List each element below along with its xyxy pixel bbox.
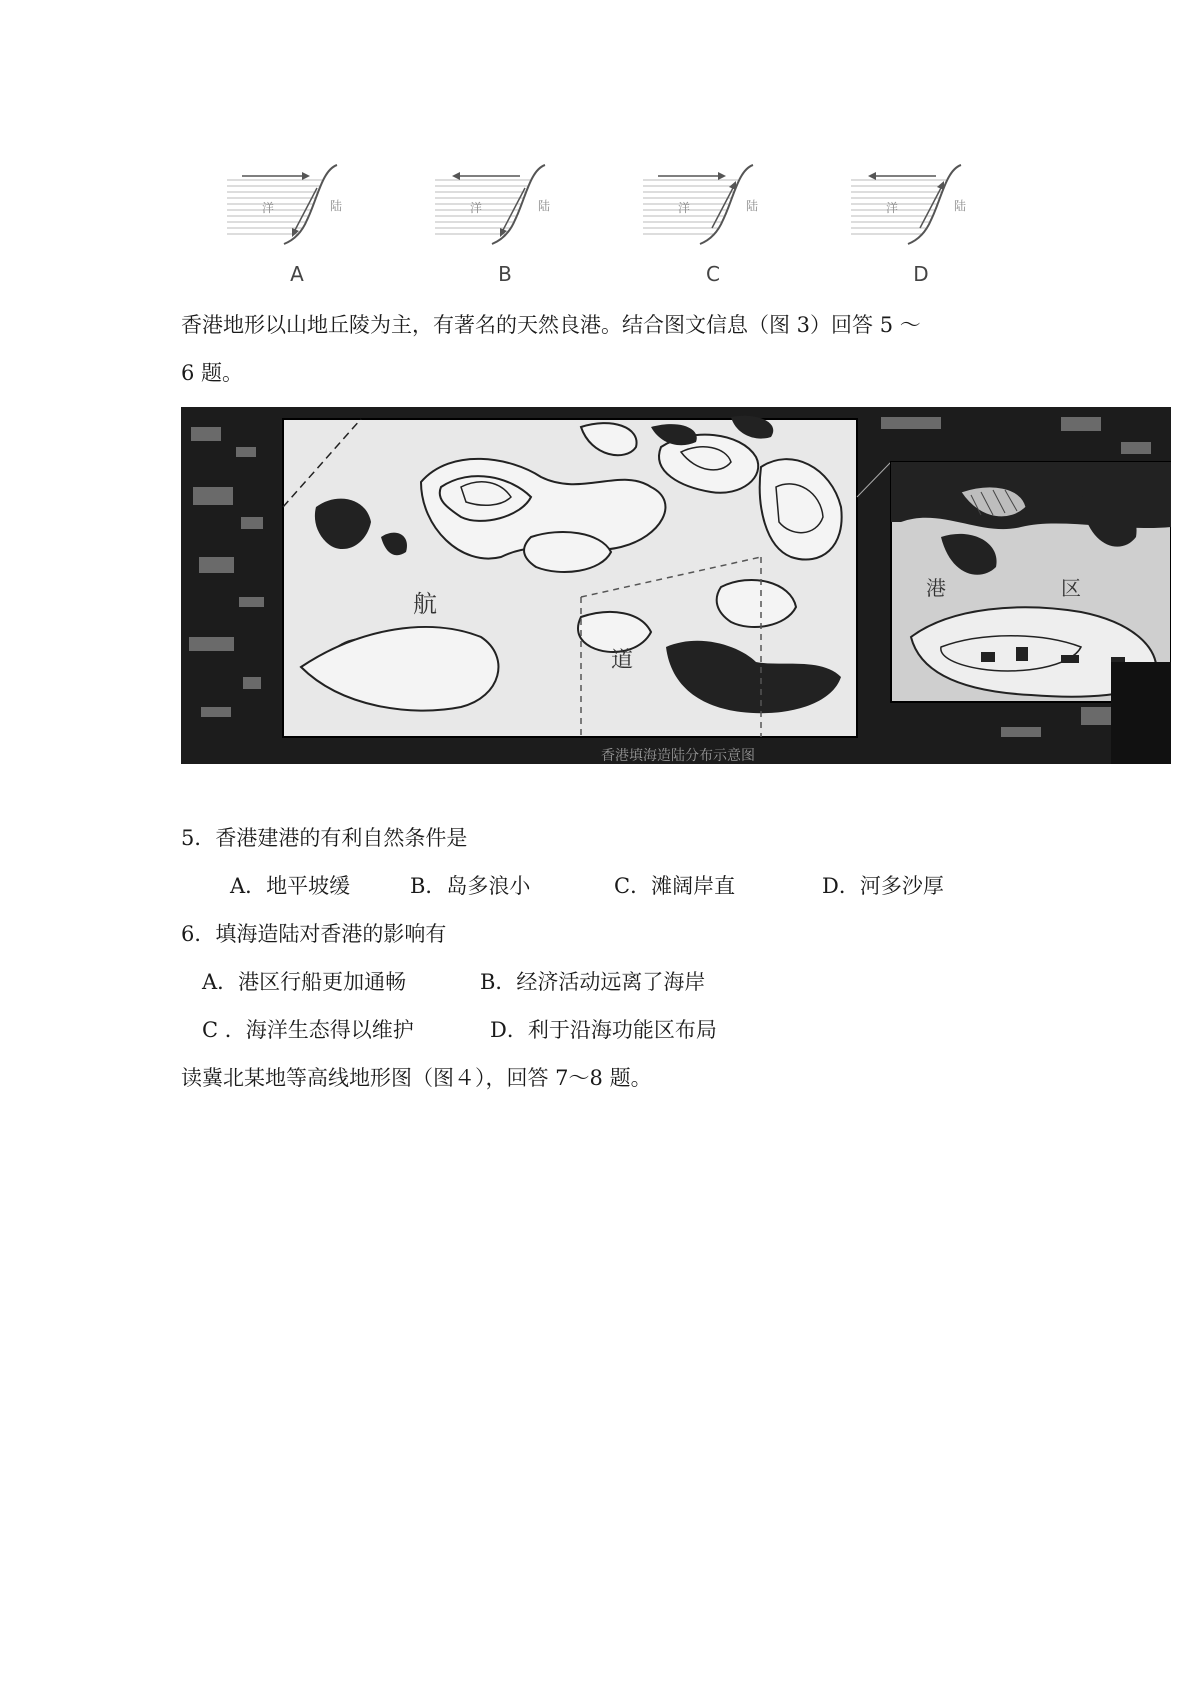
q6-option-b[interactable]: B．经济活动远离了海岸 bbox=[480, 970, 706, 994]
question-6-stem: 6．填海造陆对香港的影响有 bbox=[181, 922, 447, 946]
sea-label: 洋 bbox=[470, 201, 483, 215]
map-graphic bbox=[181, 407, 1171, 764]
q6-option-a[interactable]: A．港区行船更加通畅 bbox=[202, 970, 407, 994]
q5-option-d[interactable]: D．河多沙厚 bbox=[822, 874, 944, 898]
coast-current-diagram-c bbox=[638, 160, 788, 260]
map-label-hang: 航 bbox=[413, 590, 437, 618]
option-figure-c bbox=[638, 160, 788, 290]
intro-line-2: 6 题。 bbox=[181, 361, 244, 385]
map-label-qu: 区 bbox=[1061, 576, 1081, 600]
map-label-dao: 道 bbox=[611, 648, 634, 673]
option-figure-a bbox=[222, 160, 372, 290]
intro-line-1: 香港地形以山地丘陵为主，有著名的天然良港。结合图文信息（图 3）回答 5 ～ bbox=[181, 313, 921, 337]
coast-current-diagram-b bbox=[430, 160, 580, 260]
question-5-stem: 5．香港建港的有利自然条件是 bbox=[181, 826, 468, 850]
q6-option-c[interactable]: C ．海洋生态得以维护 bbox=[202, 1018, 414, 1042]
hong-kong-reclamation-map bbox=[181, 407, 1171, 764]
q5-option-a[interactable]: A．地平坡缓 bbox=[230, 874, 351, 898]
coast-current-diagram-d bbox=[846, 160, 996, 260]
option-letter-c: C bbox=[706, 262, 720, 286]
sea-label: 洋 bbox=[262, 201, 275, 215]
map-label-gang: 港 bbox=[926, 576, 946, 600]
intro-figure-4: 读冀北某地等高线地形图（图４），回答 7～8 题。 bbox=[181, 1066, 652, 1090]
q6-option-d[interactable]: D．利于沿海功能区布局 bbox=[490, 1018, 717, 1042]
land-label: 陆 bbox=[330, 199, 343, 213]
option-letter-d: D bbox=[913, 262, 929, 286]
sea-label: 洋 bbox=[678, 201, 691, 215]
q5-option-b[interactable]: B．岛多浪小 bbox=[410, 874, 531, 898]
sea-label: 洋 bbox=[886, 201, 899, 215]
q5-option-c[interactable]: C．滩阔岸直 bbox=[614, 874, 736, 898]
option-letter-b: B bbox=[498, 262, 512, 286]
coast-current-diagram-a bbox=[222, 160, 372, 260]
option-letter-a: A bbox=[290, 262, 304, 286]
option-figure-d bbox=[846, 160, 996, 290]
land-label: 陆 bbox=[538, 199, 551, 213]
land-label: 陆 bbox=[746, 199, 759, 213]
land-label: 陆 bbox=[954, 199, 967, 213]
option-figure-b bbox=[430, 160, 580, 290]
map-caption: 香港填海造陆分布示意图 bbox=[601, 748, 755, 764]
